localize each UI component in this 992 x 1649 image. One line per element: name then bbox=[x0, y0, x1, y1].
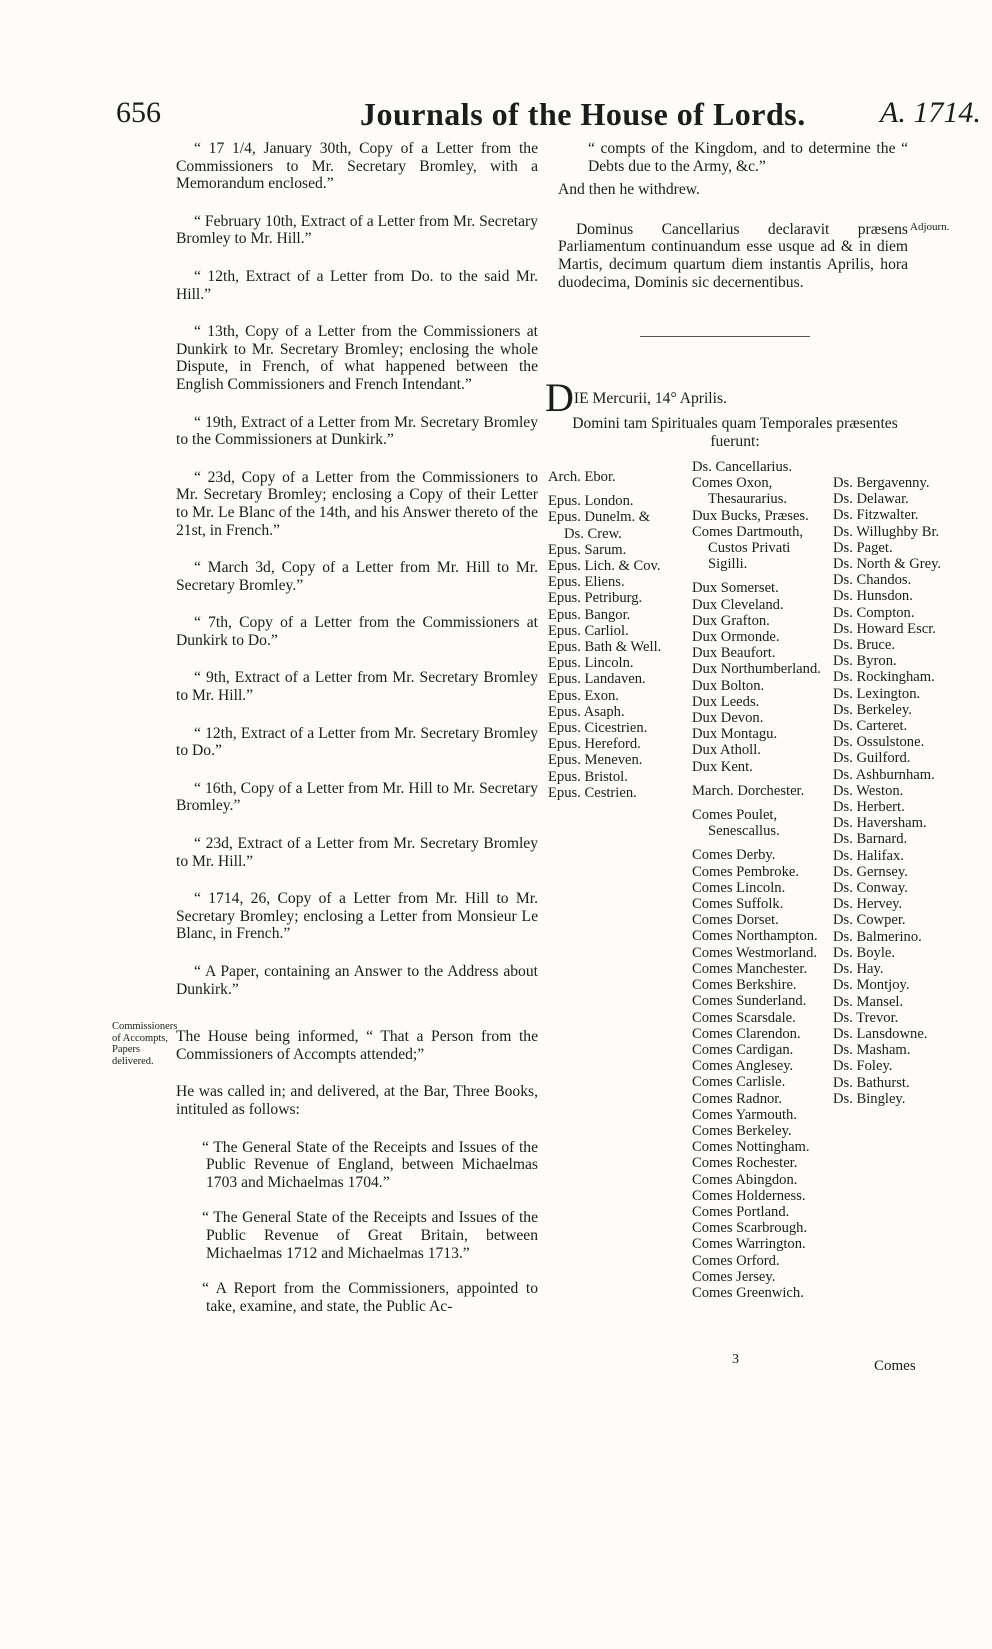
lord-name: Epus. Lincoln. bbox=[548, 655, 634, 672]
lord-name: Ds. Mansel. bbox=[833, 993, 904, 1010]
lord-name: Comes Cardigan. bbox=[692, 1041, 794, 1058]
lord-name: Ds. Rockingham. bbox=[833, 669, 935, 686]
page-year: A. 1714. bbox=[880, 96, 981, 129]
lord-name: Ds. Masham. bbox=[833, 1042, 911, 1059]
lord-name: Dux Ormonde. bbox=[692, 629, 780, 646]
lord-name: Ds. Hunsdon. bbox=[833, 588, 913, 605]
book-continuation: “ compts of the Kingdom, and to determine the “ Debts due to the Army, &c.” bbox=[588, 140, 908, 175]
lord-name: Epus. Petriburg. bbox=[548, 590, 643, 607]
lord-name: Comes Poulet, bbox=[692, 807, 778, 824]
lord-name: Comes Scarsdale. bbox=[692, 1009, 796, 1026]
lord-name: Ds. Fitzwalter. bbox=[833, 507, 919, 524]
section-divider bbox=[640, 336, 810, 337]
lord-name: Ds. Foley. bbox=[833, 1058, 893, 1075]
lord-name: Comes Warrington. bbox=[692, 1236, 806, 1253]
called-in-text: He was called in; and delivered, at the Bar, Three Books, intituled as follows: bbox=[176, 1083, 538, 1118]
lord-name: Comes Orford. bbox=[692, 1252, 780, 1269]
lord-name: Epus. Bristol. bbox=[548, 768, 628, 785]
lord-name: Ds. Ossulstone. bbox=[833, 734, 925, 751]
running-title: Journals of the House of Lords. bbox=[360, 96, 806, 132]
lord-name: Comes Carlisle. bbox=[692, 1074, 786, 1091]
lord-name: Ds. Howard Escr. bbox=[833, 620, 936, 637]
lord-name: Dux Bolton. bbox=[692, 677, 765, 694]
lord-name: Epus. Asaph. bbox=[548, 703, 625, 720]
lord-name: Comes Scarbrough. bbox=[692, 1220, 808, 1237]
lord-office: Custos Privati Sigilli. bbox=[708, 540, 791, 573]
lord-name: Ds. Lexington. bbox=[833, 685, 921, 702]
letter-entry: “ 12th, Extract of a Letter from Do. to the said Mr. Hill.” bbox=[176, 267, 538, 303]
lord-name: Comes Portland. bbox=[692, 1203, 790, 1220]
signature-mark: 3 bbox=[732, 1352, 739, 1367]
lord-name: Comes Derby. bbox=[692, 847, 776, 864]
lord-name: Dux Cleveland. bbox=[692, 596, 784, 613]
lord-name: Comes Abingdon. bbox=[692, 1171, 798, 1188]
lord-name: Comes Oxon, bbox=[692, 475, 773, 492]
lord-name: Ds. Hay. bbox=[833, 961, 884, 978]
lord-name: Comes Dorset. bbox=[692, 912, 779, 929]
left-column bbox=[176, 140, 538, 1333]
letter-entry: “ 17 1/4, January 30th, Copy of a Letter from the Commissioners to Mr. Secretary Bromley, with a Memorandum enclosed.” bbox=[176, 140, 538, 193]
lords-present-heading: Domini tam Spirituales quam Temporales præsentes fuerunt: bbox=[572, 415, 898, 450]
lord-name: Ds. Bergavenny. bbox=[833, 475, 930, 491]
book-entry: “ A Report from the Commissioners, appointed to take, examine, and state, the Public Ac- bbox=[202, 1280, 538, 1315]
lord-name: Ds. Balmerino. bbox=[833, 928, 922, 945]
lord-name: Comes Berkshire. bbox=[692, 977, 797, 994]
page-header bbox=[0, 96, 992, 136]
margin-note-commissioners: Commissioners of Accompts, Papers delivered. bbox=[112, 1021, 178, 1067]
lord-name: Comes Nottingham. bbox=[692, 1139, 810, 1156]
lord-name: Dux Devon. bbox=[692, 710, 764, 727]
lord-name: Ds. Hervey. bbox=[833, 896, 903, 913]
lord-name: Ds. Cowper. bbox=[833, 912, 906, 929]
lord-office: Thesaurarius. bbox=[708, 491, 788, 508]
letter-entry: “ 16th, Copy of a Letter from Mr. Hill to Mr. Secretary Bromley.” bbox=[176, 779, 538, 815]
lord-name: Epus. Cicestrien. bbox=[548, 720, 648, 737]
attendance-column-officers-dukes-earls bbox=[692, 459, 828, 1301]
lord-name: Comes Clarendon. bbox=[692, 1025, 801, 1042]
lord-name: Comes Dartmouth, bbox=[692, 523, 804, 540]
lord-name: Comes Northampton. bbox=[692, 928, 818, 945]
lord-name: Epus. Carliol. bbox=[548, 622, 629, 639]
adjournment-text: Dominus Cancellarius declaravit præsens Parliamentum continuandum esse usque ad & in diem Martis, decimum quartum diem instantis Aprilis, hora duodecima, Dominis sic decernentibus. bbox=[558, 220, 908, 291]
lord-name: Comes Jersey. bbox=[692, 1268, 776, 1285]
lord-name: Dux Northumberland. bbox=[692, 661, 821, 678]
lord-name: Epus. Meneven. bbox=[548, 752, 643, 769]
lord-name: Comes Anglesey. bbox=[692, 1058, 794, 1075]
lord-name: Dux Somerset. bbox=[692, 580, 779, 597]
lord-name: Dux Grafton. bbox=[692, 612, 770, 629]
lord-name: Dux Atholl. bbox=[692, 742, 761, 759]
lord-name: Comes Rochester. bbox=[692, 1155, 798, 1172]
lord-name: Ds. Herbert. bbox=[833, 799, 905, 816]
lord-name: Epus. Eliens. bbox=[548, 574, 625, 591]
lord-name: Comes Manchester. bbox=[692, 960, 808, 977]
lord-name: Ds. Lansdowne. bbox=[833, 1025, 928, 1042]
book-entry: “ The General State of the Receipts and Issues of the Public Revenue of Great Britain, between Michaelmas 1712 and Michaelmas 1713.” bbox=[202, 1209, 538, 1262]
lord-name: Ds. Crew. bbox=[564, 525, 622, 542]
lord-name: Dux Kent. bbox=[692, 758, 753, 775]
lord-name: Ds. Montjoy. bbox=[833, 977, 910, 994]
lord-name: Ds. Haversham. bbox=[833, 815, 927, 832]
letter-entry: “ March 3d, Copy of a Letter from Mr. Hill to Mr. Secretary Bromley.” bbox=[176, 559, 538, 594]
lord-name: Ds. Delawar. bbox=[833, 491, 909, 508]
letter-entry: “ 19th, Extract of a Letter from Mr. Secretary Bromley to the Commissioners at Dunkirk.” bbox=[176, 413, 538, 449]
lord-name: Ds. Bingley. bbox=[833, 1090, 906, 1107]
house-informed-text: The House being informed, “ That a Person from the Commissioners of Accompts attended;” bbox=[176, 1028, 538, 1063]
lord-name: Dux Beaufort. bbox=[692, 645, 776, 662]
lord-name: Ds. Ashburnham. bbox=[833, 766, 935, 783]
letter-entry: “ 12th, Extract of a Letter from Mr. Secretary Bromley to Do.” bbox=[176, 724, 538, 760]
lord-name: Ds. North & Grey. bbox=[833, 556, 942, 573]
lord-name: Ds. Weston. bbox=[833, 782, 904, 799]
letter-entry: “ February 10th, Extract of a Letter from Mr. Secretary Bromley to Mr. Hill.” bbox=[176, 212, 538, 248]
lord-name: Arch. Ebor. bbox=[548, 469, 616, 485]
lord-name: Ds. Cancellarius. bbox=[692, 459, 793, 475]
letter-entry: “ 23d, Extract of a Letter from Mr. Secretary Bromley to Mr. Hill.” bbox=[176, 835, 538, 870]
lord-name: Comes Greenwich. bbox=[692, 1284, 804, 1301]
lord-name: Comes Suffolk. bbox=[692, 896, 784, 913]
letter-entry: “ 23d, Copy of a Letter from the Commissioners to Mr. Secretary Bromley; enclosing a Copy of their Letter to Mr. Le Blanc of the 14th, and his Answer thereto of the 21st, in French.” bbox=[176, 468, 538, 539]
lord-name: Ds. Halifax. bbox=[833, 847, 904, 864]
letter-entry: “ 7th, Copy of a Letter from the Commissioners at Dunkirk to Do.” bbox=[176, 614, 538, 649]
letter-entry: “ A Paper, containing an Answer to the Address about Dunkirk.” bbox=[176, 963, 538, 998]
drop-cap: D bbox=[545, 375, 574, 420]
letter-entry: “ 9th, Extract of a Letter from Mr. Secretary Bromley to Mr. Hill.” bbox=[176, 669, 538, 705]
lord-name: Dux Bucks, Præses. bbox=[692, 507, 809, 524]
catchword: Comes bbox=[874, 1358, 916, 1374]
lord-name: Comes Radnor. bbox=[692, 1090, 782, 1107]
session-date: IE Mercurii, 14° Aprilis. bbox=[573, 390, 727, 407]
margin-note-adjourn: Adjourn. bbox=[910, 221, 950, 233]
letter-entry: “ 13th, Copy of a Letter from the Commissioners at Dunkirk to Mr. Secretary Bromley; enclosing the whole Dispute, in French, of what happened between the English Commissioners and French Intendant.” bbox=[176, 323, 538, 393]
lord-name: Comes Yarmouth. bbox=[692, 1106, 798, 1123]
lord-name: Ds. Carteret. bbox=[833, 718, 908, 735]
lord-name: Ds. Byron. bbox=[833, 653, 897, 670]
attendance-column-spiritual bbox=[548, 469, 661, 801]
lord-name: Ds. Trevor. bbox=[833, 1009, 899, 1026]
lord-name: Ds. Bathurst. bbox=[833, 1074, 910, 1091]
lord-name: Dux Montagu. bbox=[692, 726, 778, 743]
lord-name: Ds. Boyle. bbox=[833, 944, 896, 961]
lord-name: Epus. Cestrien. bbox=[548, 784, 637, 801]
lord-name: Epus. Lich. & Cov. bbox=[548, 558, 661, 575]
lord-name: Comes Sunderland. bbox=[692, 993, 807, 1010]
lord-name: Ds. Bruce. bbox=[833, 637, 896, 654]
lord-name: Comes Pembroke. bbox=[692, 863, 800, 880]
lord-name: Ds. Willughby Br. bbox=[833, 523, 940, 540]
lord-name: Epus. Hereford. bbox=[548, 736, 641, 753]
lord-name: Ds. Guilford. bbox=[833, 750, 911, 767]
book-entry: “ The General State of the Receipts and Issues of the Public Revenue of England, between Michaelmas 1703 and Michaelmas 1704.” bbox=[202, 1138, 538, 1191]
lord-name: Ds. Berkeley. bbox=[833, 701, 912, 718]
lord-name: Comes Berkeley. bbox=[692, 1122, 792, 1139]
lord-name: Ds. Paget. bbox=[833, 539, 893, 556]
session-heading bbox=[545, 374, 727, 421]
letter-entry: “ 1714, 26, Copy of a Letter from Mr. Hill to Mr. Secretary Bromley; enclosing a Letter from Monsieur Le Blanc, in French.” bbox=[176, 890, 538, 943]
attendance-column-barons bbox=[833, 475, 941, 1107]
lord-office: Senescallus. bbox=[708, 823, 780, 840]
lord-name: Ds. Gernsey. bbox=[833, 863, 908, 880]
lord-name: Ds. Barnard. bbox=[833, 831, 908, 848]
withdrew-text: And then he withdrew. bbox=[558, 181, 700, 199]
lord-name: Comes Lincoln. bbox=[692, 879, 786, 896]
lord-name: Epus. Landaven. bbox=[548, 671, 646, 688]
lord-name: Epus. Bangor. bbox=[548, 606, 631, 623]
lord-name: Comes Westmorland. bbox=[692, 944, 818, 961]
lord-name: Dux Leeds. bbox=[692, 693, 760, 710]
lord-name: Ds. Compton. bbox=[833, 604, 915, 621]
right-column bbox=[558, 140, 908, 291]
lord-name: Ds. Conway. bbox=[833, 880, 908, 897]
page-number: 656 bbox=[116, 96, 161, 129]
lord-name: March. Dorchester. bbox=[692, 782, 805, 799]
lord-name: Epus. Bath & Well. bbox=[548, 639, 662, 656]
lord-name: Comes Holderness. bbox=[692, 1187, 806, 1204]
lord-name: Epus. Sarum. bbox=[548, 541, 627, 558]
lord-name: Epus. Exon. bbox=[548, 687, 619, 704]
lord-name: Epus. Dunelm. & bbox=[548, 509, 651, 526]
lord-name: Ds. Chandos. bbox=[833, 572, 912, 589]
lord-name: Epus. London. bbox=[548, 493, 634, 510]
